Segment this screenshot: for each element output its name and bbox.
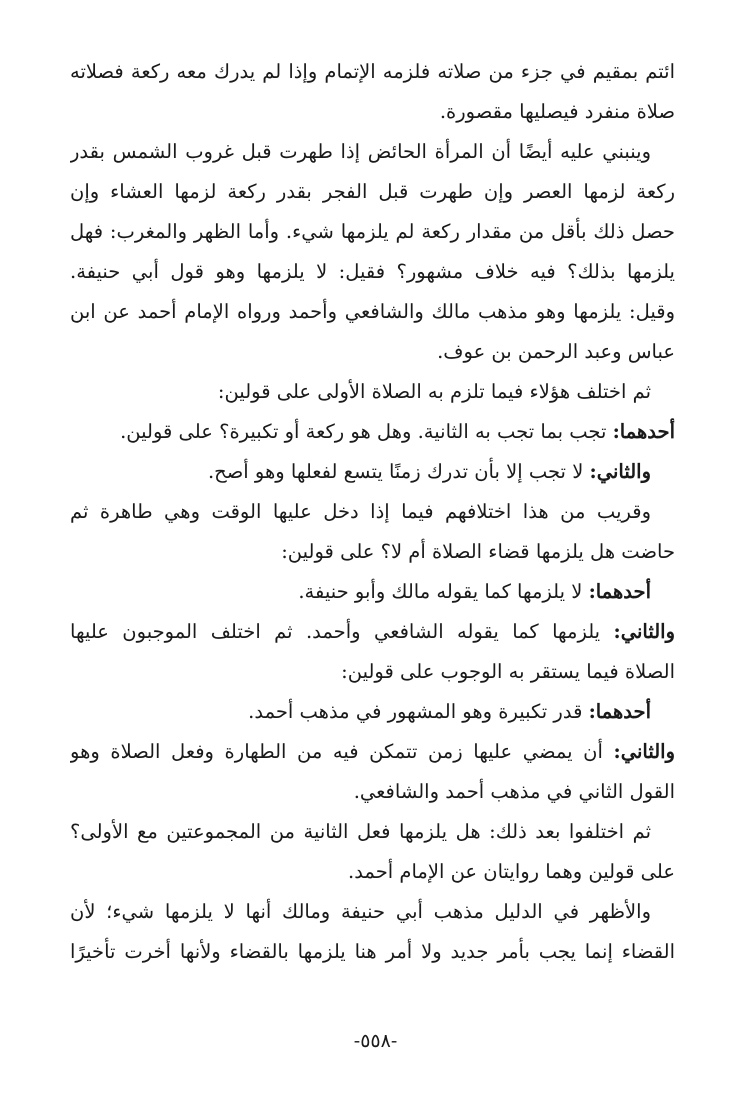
page-number: -٥٥٨- [353, 1030, 398, 1052]
text-line: يلزمها بذلك؟ فيه خلاف مشهور؟ فقيل: لا يلزمها وهو قول أبي حنيفة. [70, 260, 675, 283]
term-label: أحدهما: [612, 420, 675, 443]
text-line: حصل ذلك بأقل من مقدار ركعة لم يلزمها شيء. وأما الظهر والمغرب: فهل [70, 220, 675, 243]
text-span: يلزمها كما يقوله الشافعي وأحمد. ثم اختلف الموجبون عليها [70, 620, 614, 643]
term-label: والثاني: [613, 740, 675, 763]
text-line: على قولين وهما روايتان عن الإمام أحمد. [348, 860, 675, 883]
text-line [70, 692, 675, 732]
text-line: ركعة لزمها العصر وإن طهرت قبل الفجر بقدر ركعة لزمها العشاء وإن [70, 180, 675, 203]
page-body [70, 52, 675, 972]
text-line: القول الثاني في مذهب أحمد والشافعي. [353, 780, 675, 803]
text-line: حاضت هل يلزمها قضاء الصلاة أم لا؟ على قولين: [281, 540, 675, 563]
text-line: ائتم بمقيم في جزء من صلاته فلزمه الإتمام وإذا لم يدرك معه ركعة فصلاته [70, 60, 675, 83]
text-line: الصلاة فيما يستقر به الوجوب على قولين: [341, 660, 675, 683]
text-line: عباس وعبد الرحمن بن عوف. [437, 340, 675, 363]
text-line: والأظهر في الدليل مذهب أبي حنيفة ومالك أنها لا يلزمها شيء؛ لأن [70, 900, 651, 923]
text-line: القضاء إنما يجب بأمر جديد ولا أمر هنا يلزمها بالقضاء ولأنها أخرت تأخيرًا [70, 940, 675, 963]
term-label: والثاني: [613, 620, 675, 643]
text-line: وينبني عليه أيضًا أن المرأة الحائض إذا طهرت قبل غروب الشمس بقدر [70, 140, 651, 163]
term-label: أحدهما: [588, 580, 651, 603]
text-line: صلاة منفرد فيصليها مقصورة. [439, 100, 675, 123]
text-span: تجب بما تجب به الثانية. وهل هو ركعة أو تكبيرة؟ على قولين. [120, 420, 613, 443]
term-label: أحدهما: [588, 700, 651, 723]
text-line: ثم اختلفوا بعد ذلك: هل يلزمها فعل الثانية من المجموعتين مع الأولى؟ [70, 820, 651, 843]
text-line [70, 572, 675, 612]
term-label: والثاني: [589, 460, 651, 483]
text-span: أن يمضي عليها زمن تتمكن فيه من الطهارة وفعل الصلاة وهو [70, 740, 614, 763]
text-span: لا يلزمها كما يقوله مالك وأبو حنيفة. [298, 580, 589, 603]
text-line [70, 452, 675, 492]
text-line: وقيل: يلزمها وهو مذهب مالك والشافعي وأحمد ورواه الإمام أحمد عن ابن [70, 300, 675, 323]
text-line [70, 732, 675, 772]
text-span: لا تجب إلا بأن تدرك زمنًا يتسع لفعلها وهو أصح. [207, 460, 590, 483]
text-span: قدر تكبيرة وهو المشهور في مذهب أحمد. [248, 700, 589, 723]
text-line [70, 612, 675, 652]
text-line: ثم اختلف هؤلاء فيما تلزم به الصلاة الأولى على قولين: [217, 380, 651, 403]
text-line: وقريب من هذا اختلافهم فيما إذا دخل عليها الوقت وهي طاهرة ثم [70, 500, 651, 523]
text-line [70, 412, 675, 452]
